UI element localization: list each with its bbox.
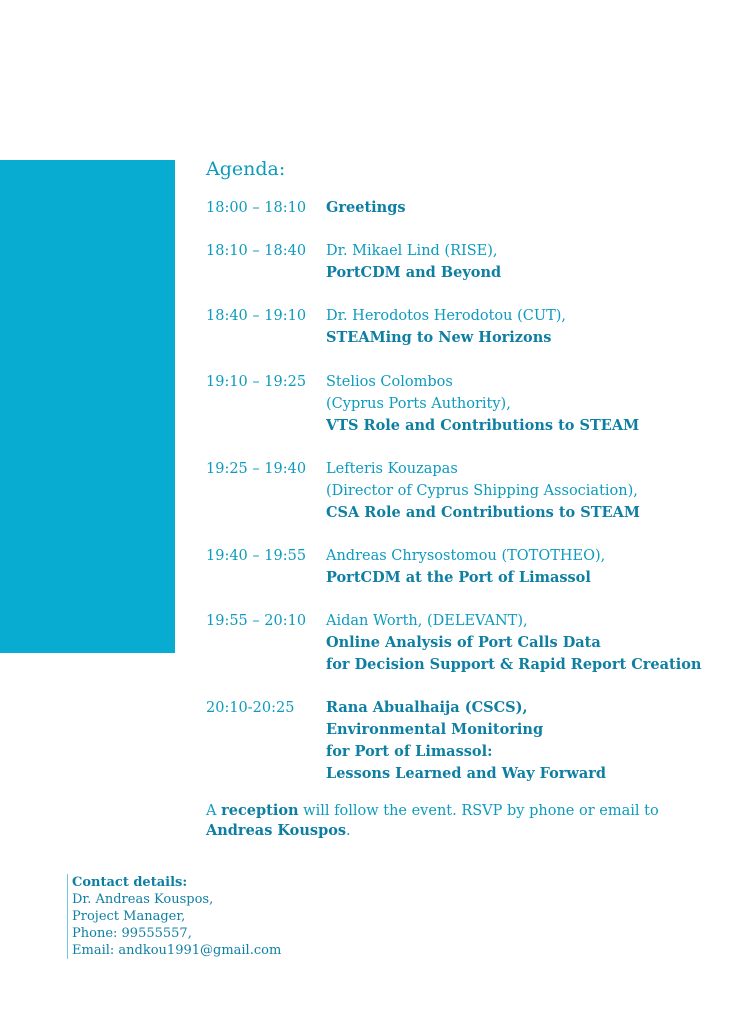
agenda-item-speaker: (Cyprus Ports Authority), [326, 396, 511, 412]
agenda-item-title: CSA Role and Contributions to STEAM [326, 504, 640, 521]
agenda-item-title: Environmental Monitoring [326, 721, 544, 738]
agenda-item-speaker: Andreas Chrysostomou (TOTOTHEO), [326, 548, 606, 564]
contact-role: Project Manager, [72, 909, 186, 924]
agenda-item-description [326, 458, 721, 524]
agenda-item-title: VTS Role and Contributions to STEAM [326, 417, 640, 434]
agenda-item-time: 19:25 – 19:40 [206, 461, 307, 477]
agenda-item-description [326, 197, 721, 219]
agenda-item-title: PortCDM and Beyond [326, 264, 502, 281]
accent-color-block [0, 160, 175, 653]
agenda-item-title: for Decision Support & Rapid Report Creation [326, 656, 702, 673]
agenda-item-time: 18:00 – 18:10 [206, 200, 307, 216]
agenda-item-title: Greetings [326, 199, 406, 216]
agenda-item-speaker: Lefteris Kouzapas [326, 461, 458, 477]
agenda-item-speaker: Dr. Herodotos Herodotou (CUT), [326, 308, 567, 324]
contact-phone: Phone: 99555557, [72, 926, 192, 941]
reception-note-suffix: . [346, 823, 351, 839]
agenda-item [206, 697, 721, 785]
agenda-item-speaker: Stelios Colombos [326, 374, 453, 390]
agenda-item-title: Online Analysis of Port Calls Data [326, 634, 601, 651]
agenda-item-time: 18:10 – 18:40 [206, 243, 307, 259]
reception-word: reception [221, 802, 299, 819]
agenda-item-speaker: Dr. Mikael Lind (RISE), [326, 243, 498, 259]
contact-email[interactable]: Email: andkou1991@gmail.com [72, 943, 282, 958]
agenda-item [206, 610, 721, 676]
contact-details [67, 874, 281, 959]
agenda-item-time: 19:55 – 20:10 [206, 613, 307, 629]
agenda-item-time: 20:10-20:25 [206, 700, 295, 716]
agenda-item [206, 305, 721, 349]
rsvp-contact-name: Andreas Kouspos [206, 822, 347, 839]
agenda-item [206, 240, 721, 284]
agenda-item [206, 197, 721, 219]
agenda-item-title: Rana Abualhaija (CSCS), [326, 699, 528, 716]
agenda-item [206, 545, 721, 589]
agenda-item-description [326, 697, 721, 785]
agenda-item-time: 19:10 – 19:25 [206, 374, 307, 390]
agenda-item-speaker: Aidan Worth, (DELEVANT), [326, 613, 528, 629]
agenda-item-speaker: (Director of Cyprus Shipping Association), [326, 483, 638, 499]
agenda-item-title: STEAMing to New Horizons [326, 329, 552, 346]
agenda-item [206, 371, 721, 437]
agenda-item [206, 458, 721, 524]
agenda-item-time: 18:40 – 19:10 [206, 308, 307, 324]
agenda-item-description [326, 240, 721, 284]
agenda-item-description [326, 610, 721, 676]
reception-note-prefix: A [206, 803, 222, 819]
agenda-item-description [326, 371, 721, 437]
agenda-section [206, 155, 721, 785]
agenda-title: Agenda: [206, 158, 286, 180]
reception-note [206, 801, 706, 841]
agenda-item-time: 19:40 – 19:55 [206, 548, 307, 564]
agenda-item-description [326, 545, 721, 589]
contact-heading: Contact details: [72, 875, 188, 890]
agenda-item-description [326, 305, 721, 349]
contact-name: Dr. Andreas Kouspos, [72, 892, 214, 907]
agenda-item-title: for Port of Limassol: [326, 743, 493, 760]
agenda-list [206, 197, 721, 785]
agenda-item-title: PortCDM at the Port of Limassol [326, 569, 591, 586]
agenda-item-title: Lessons Learned and Way Forward [326, 765, 607, 782]
reception-note-middle: will follow the event. RSVP by phone or email to [298, 803, 659, 819]
